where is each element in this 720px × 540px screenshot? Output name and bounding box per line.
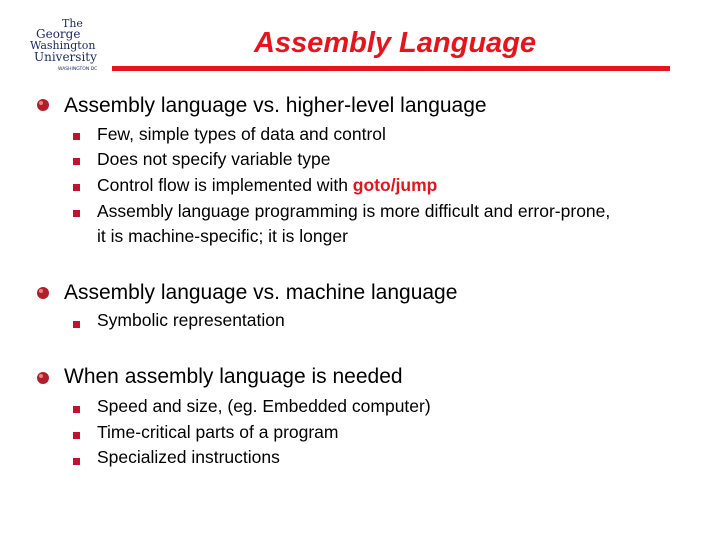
list-item: Assembly language programming is more difficult and error-prone, [97,201,611,221]
list-item: Symbolic representation [97,310,285,330]
square-bullet-icon [73,158,80,165]
list-item: Does not specify variable type [97,149,331,169]
square-bullet-icon [73,133,80,140]
list-item: Speed and size, (eg. Embedded computer) [97,396,431,416]
slide-title: Assembly Language [253,27,537,59]
svg-text:The: The [62,17,83,30]
list-item: Specialized instructions [97,447,280,467]
square-bullet-icon [73,458,80,465]
section-heading: Assembly language vs. higher-level language [64,94,487,117]
square-bullet-icon [73,432,80,439]
university-logo [28,16,116,74]
svg-text:WASHINGTON DC: WASHINGTON DC [58,67,98,72]
sphere-bullet-icon [36,286,50,300]
highlighted-term: goto/jump [352,175,438,195]
gwu-seal-icon [28,16,116,74]
section-heading: Assembly language vs. machine language [64,281,458,304]
svg-text:George: George [36,27,81,41]
section-heading: When assembly language is needed [64,365,403,388]
list-item: Time-critical parts of a program [97,422,339,442]
sphere-bullet-icon [36,98,50,112]
list-item [97,173,437,199]
square-bullet-icon [73,210,80,217]
square-bullet-icon [73,406,80,413]
list-item-text: Control flow is implemented with [97,175,353,195]
list-item: Few, simple types of data and control [97,124,386,144]
svg-text:Washington: Washington [30,39,96,52]
svg-text:University: University [34,50,97,64]
square-bullet-icon [73,321,80,328]
sphere-bullet-icon [36,371,50,385]
title-divider [112,66,670,71]
list-item-continuation: it is machine-specific; it is longer [97,226,348,246]
square-bullet-icon [73,184,80,191]
